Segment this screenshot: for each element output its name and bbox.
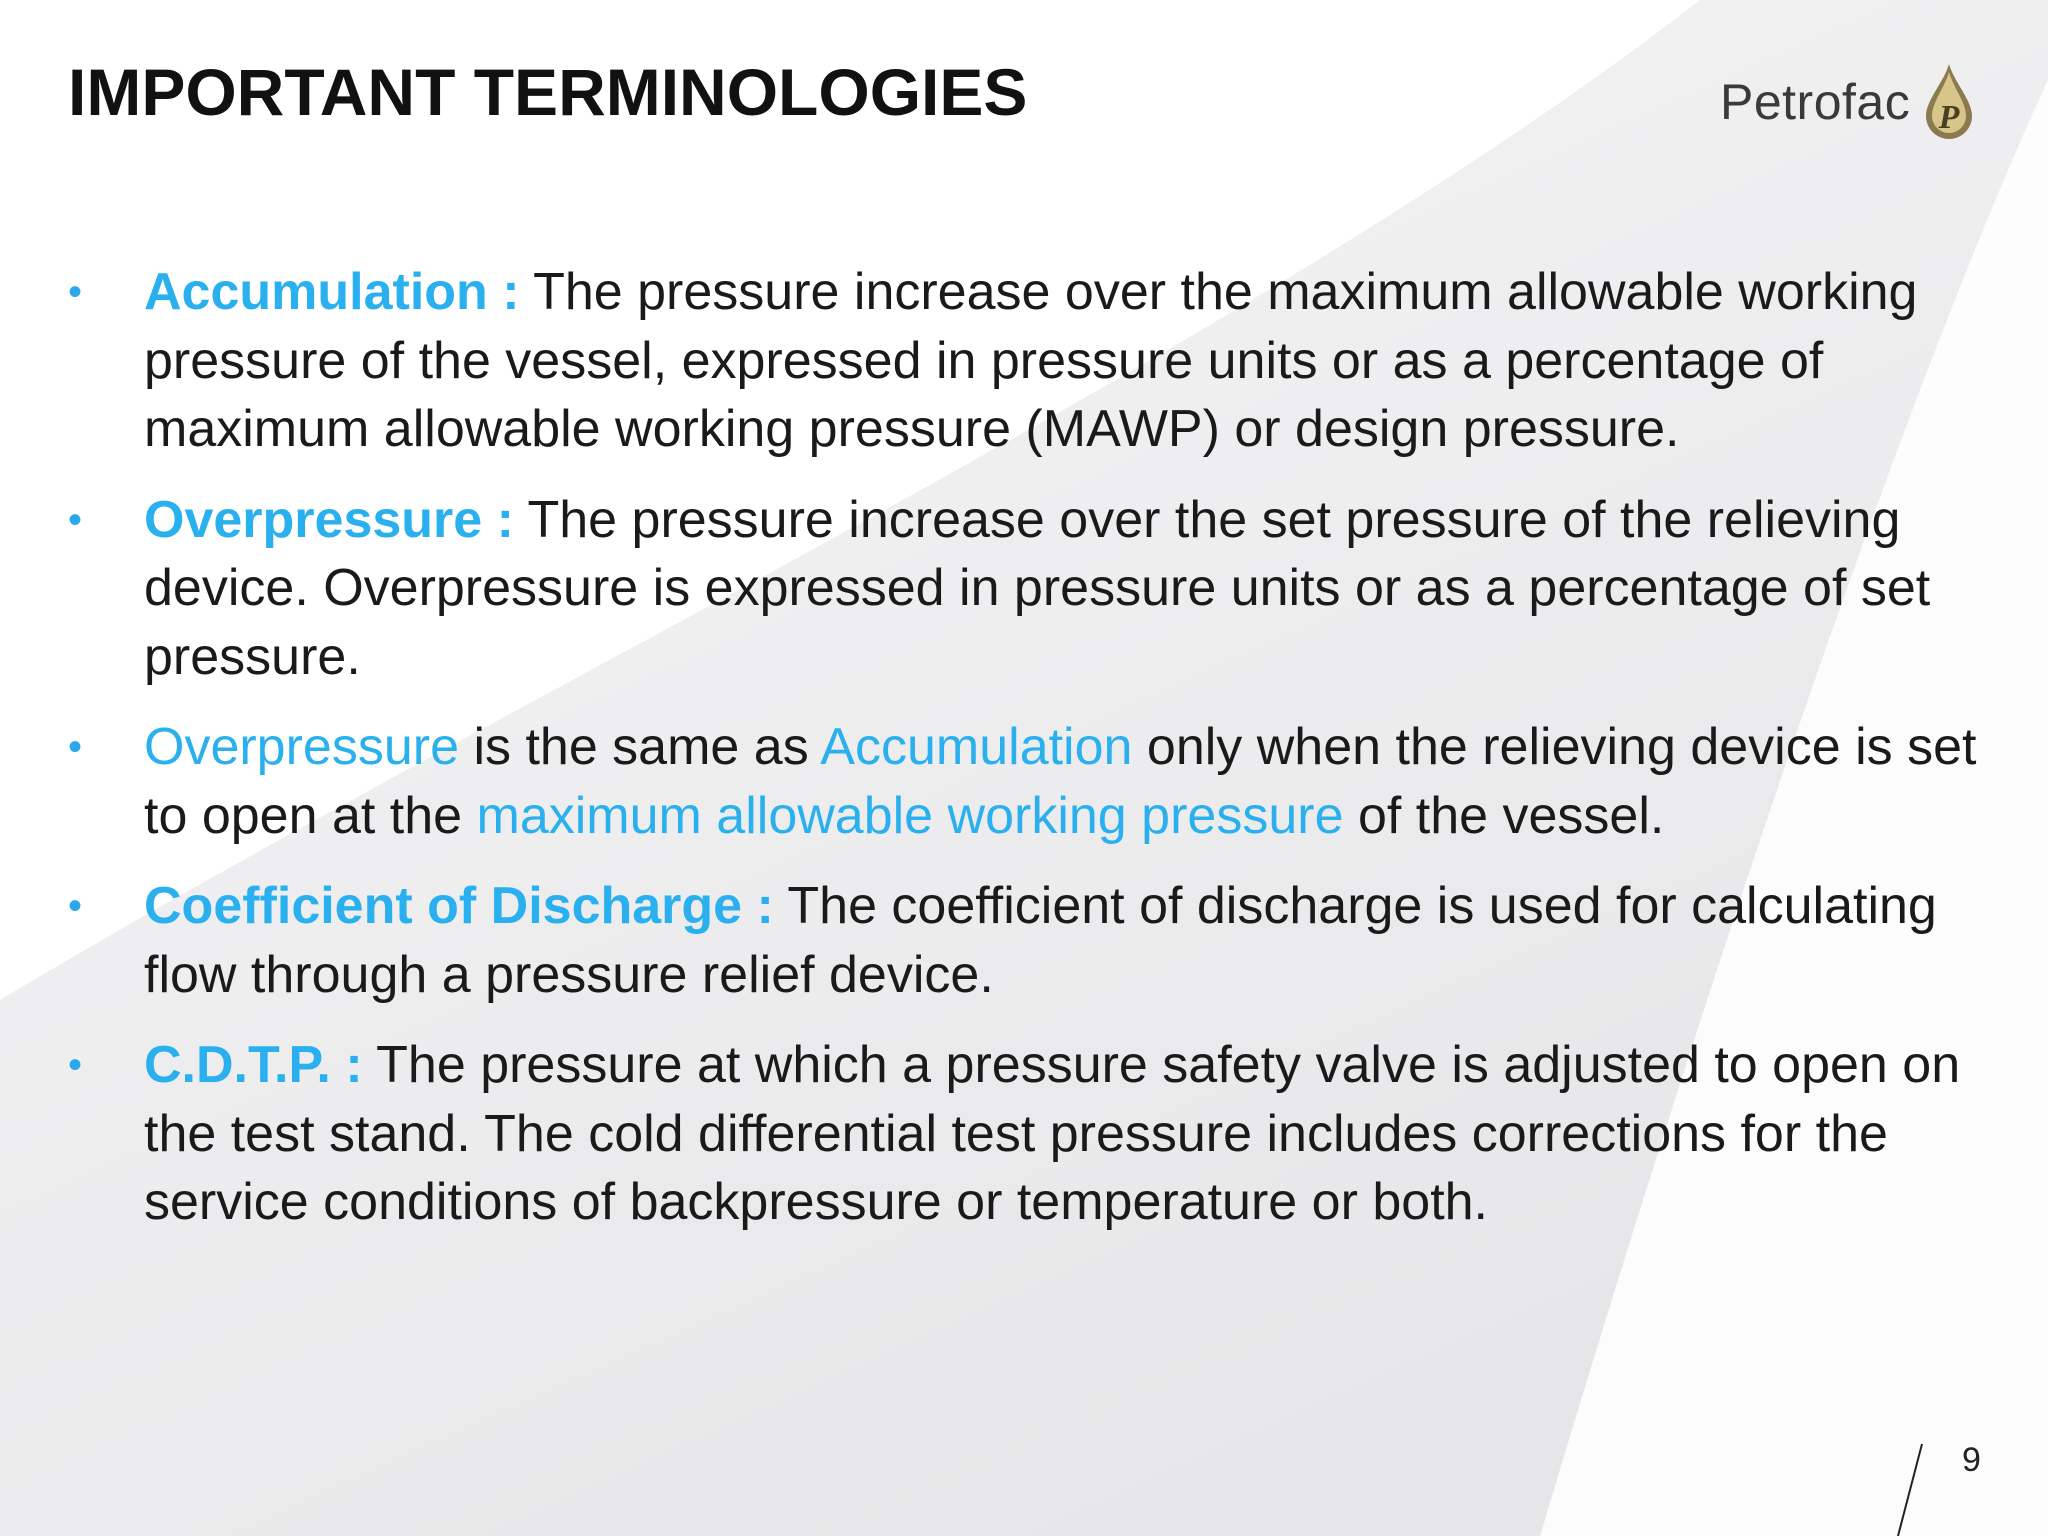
bullet-overpressure [0,486,1984,692]
term-label: Overpressure : [144,490,514,549]
oil-drop-logo-icon [1920,62,1978,142]
logo-mark: P [1938,99,1960,136]
bullet-overpressure-vs-accumulation [0,713,1984,850]
term-definition: The pressure at which a pressure safety valve is adjusted to open on the test stand. The cold differential test pressure includes corrections for the service conditions of backpressure or temperature or both. [144,1036,1961,1231]
bullet-text: only when the relieving device is set to open at the [144,718,1977,845]
bullet-coefficient-of-discharge [0,872,1984,1009]
bullet-list [0,258,2048,1259]
highlight-accumulation: Accumulation [820,718,1133,776]
term-label: Coefficient of Discharge : [144,877,774,935]
slide-title: IMPORTANT TERMINOLOGIES [68,55,1028,129]
term-definition: The coefficient of discharge is used for calculating flow through a pressure relief device. [144,877,1937,1004]
bullet-icon: • [68,1043,83,1087]
bullet-text: is the same as [459,718,821,776]
bullet-icon: • [68,497,83,542]
page-number: 9 [1962,1441,1981,1479]
bullet-icon: • [68,270,83,314]
bullet-icon: • [68,725,83,769]
bullet-accumulation [0,258,1984,464]
footer-slash-divider [1890,1440,1930,1536]
bullet-icon: • [68,884,83,928]
term-label: Accumulation : [144,263,520,321]
logo-text: Petrofac [1720,74,1911,130]
bullet-text: of the vessel. [1343,786,1665,845]
highlight-overpressure: Overpressure [144,718,459,776]
bullet-cdtp [0,1031,1984,1237]
petrofac-logo [1720,62,1978,142]
term-definition: The pressure increase over the set pressure of the relieving device. Overpressure is expressed in pressure units or as a percentage of set pressure. [144,490,1931,686]
term-label: C.D.T.P. : [144,1036,363,1094]
highlight-mawp: maximum allowable working pressure [476,786,1344,845]
term-definition: The pressure increase over the maximum allowable working pressure of the vessel, expressed in pressure units or as a percentage of maximum allowable working pressure (MAWP) or design pressure. [144,263,1918,458]
